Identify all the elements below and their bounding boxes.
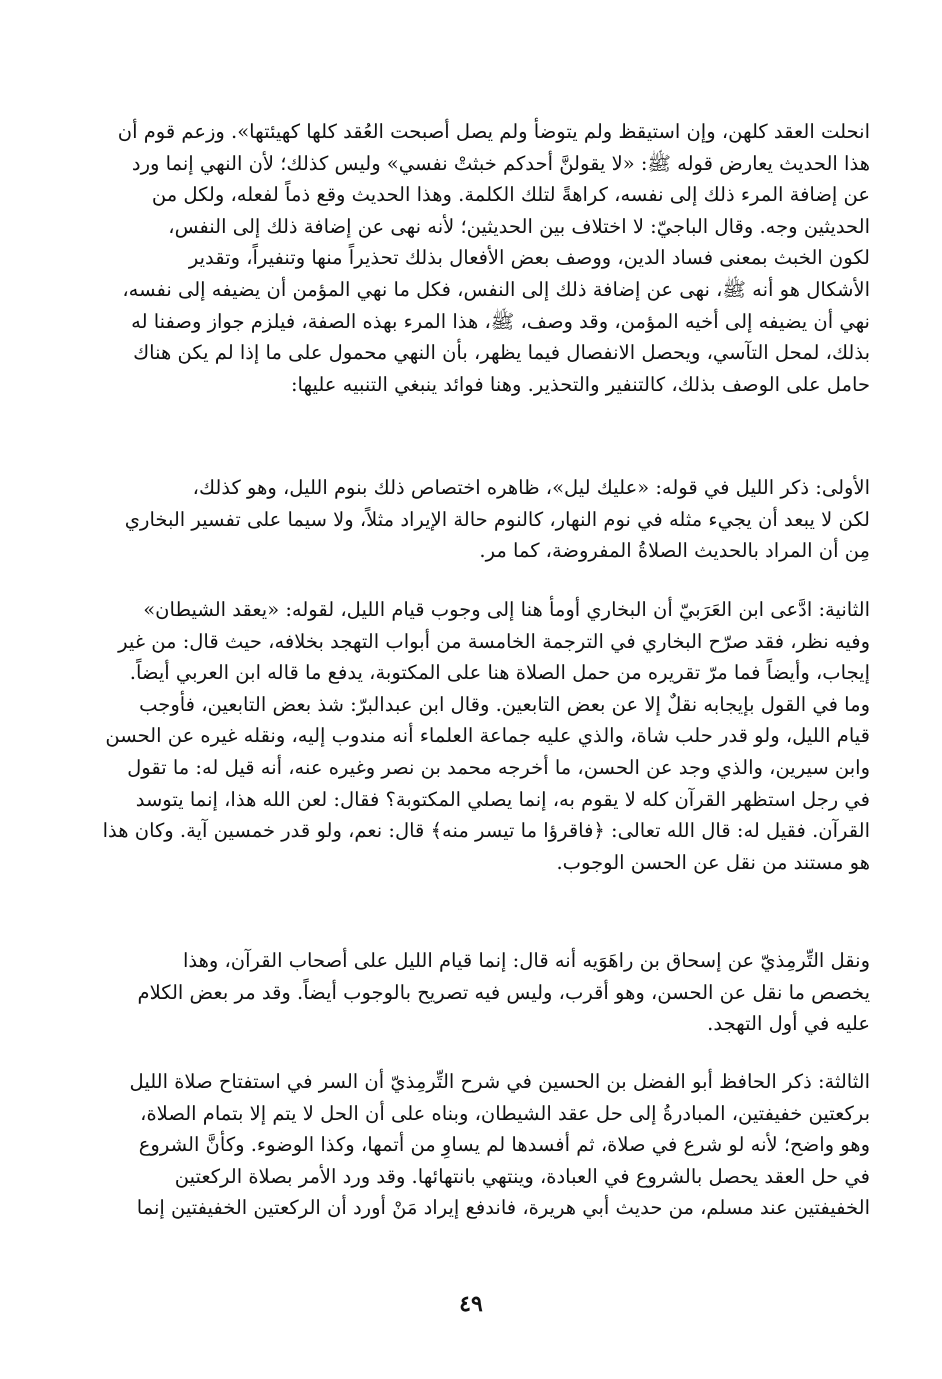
- text-line: في حل العقد يحصل بالشروع في العبادة، وينتهي بانتهائها. وقد ورد الأمر بصلاة الركعتين: [174, 1164, 870, 1188]
- text-line: يخصص ما نقل عن الحسن، وهو أقرب، وليس فيه تصريح بالوجوب أيضاً. وقد مر بعض الكلام: [137, 980, 870, 1004]
- text-line: عليه في أول التهجد.: [707, 1012, 870, 1036]
- paragraph-5: [72, 1066, 870, 1224]
- text-line: إيجاب، وأيضاً فما مرّ تقريره من حمل الصلاة هنا على المكتوبة، يدفع ما قاله ابن العربي أيضاً.: [129, 661, 870, 685]
- paragraph-3: [72, 594, 870, 878]
- text-line: القرآن. فقيل له: قال الله تعالى: ﴿فاقرؤا ما تيسر منه﴾ قال: نعم، ولو قدر خمسين آية. وكان هذا: [102, 819, 870, 843]
- text-line: انحلت العقد كلهن، وإن استيقظ ولم يتوضأ ولم يصل أصبحت العُقد كلها كهيئتها». وزعم قوم أن: [117, 120, 870, 143]
- text-line: هو مستند من نقل عن الحسن الوجوب.: [556, 850, 870, 874]
- text-line: هذا الحديث يعارض قوله ﷺ: «لا يقولنَّ أحدكم خبثتْ نفسي» وليس كذلك؛ لأن النهي إنما ورد: [131, 151, 870, 175]
- paragraph-2: [72, 472, 870, 567]
- text-line: الثانية: ادَّعى ابن العَرَبيّ أن البخاري أومأ هنا إلى وجوب قيام الليل، لقوله: «يعقد الشيطان»: [143, 598, 870, 621]
- text-line: الأولى: ذكر الليل في قوله: «عليك ليل»، ظاهره اختصاص ذلك بنوم الليل، وهو كذلك،: [192, 476, 870, 499]
- page-number: ٤٩: [459, 1291, 483, 1317]
- text-line: وفيه نظر، فقد صرّح البخاري في الترجمة الخامسة من أبواب التهجد بخلافه، حيث قال: من غير: [118, 629, 870, 653]
- text-line: الثالثة: ذكر الحافظ أبو الفضل بن الحسين في شرح التِّرمِذيّ أن السر في استفتاح صلاة الليل: [129, 1070, 870, 1093]
- text-line: بذلك، لمحل التآسي، ويحصل الانفصال فيما يظهر، بأن النهي محمول على ما إذا لم يكن هناك: [133, 341, 870, 365]
- text-line: الأشكال هو أنه ﷺ، نهى عن إضافة ذلك إلى النفس، فكل ما نهي المؤمن أن يضيفه إلى نفسه،: [122, 277, 870, 301]
- text-line: وابن سيرين، والذي وجد عن الحسن، ما أخرجه محمد بن نصر وغيره عنه، أنه قيل له: ما تقول: [127, 755, 870, 779]
- text-line: نهي أن يضيفه إلى أخيه المؤمن، وقد وصف، ﷺ، هذا المرء بهذه الصفة، فيلزم جواز وصفنا له: [131, 309, 870, 333]
- text-line: مِن أن المراد بالحديث الصلاةُ المفروضة، كما مر.: [479, 539, 870, 563]
- paragraph-4: [72, 945, 870, 1040]
- text-line: الخفيفتين عند مسلم، من حديث أبي هريرة، فاندفع إيراد مَنْ أورد أن الركعتين الخفيفتين إنما: [136, 1196, 870, 1220]
- text-line: عن إضافة المرء ذلك إلى نفسه، كراهةً لتلك الكلمة. وهذا الحديث وقع ذماً لفعله، ولكل من: [151, 183, 870, 207]
- text-line: في رجل استظهر القرآن كله لا يقوم به، إنما يصلي المكتوبة؟ فقال: لعن الله هذا، إنما يتوسد: [135, 787, 870, 811]
- text-line: بركعتين خفيفتين، المبادرةُ إلى حل عقد الشيطان، وبناه على أن الحل لا يتم إلا بتمام الصلاة،: [140, 1101, 870, 1125]
- paragraph-1: [72, 116, 870, 400]
- text-line: وهو واضح؛ لأنه لو شرع في صلاة، ثم أفسدها لم يساوِ من أتمها، وكذا الوضوء. وكأنَّ الشروع: [138, 1133, 870, 1157]
- text-line: الحديثين وجه. وقال الباجيّ: لا اختلاف بين الحديثين؛ لأنه نهى عن إضافة ذلك إلى النفس،: [168, 214, 870, 238]
- text-line: حامل على الوصف بذلك، كالتنفير والتحذير. وهنا فوائد ينبغي التنبيه عليها:: [290, 372, 870, 396]
- text-line: وما في القول بإيجابه نقلٌ إلا عن بعض التابعين. وقال ابن عبدالبرّ: شذ بعض التابعين، فأوجب: [139, 692, 870, 716]
- text-line: لكون الخبث بمعنى فساد الدين، ووصف بعض الأفعال بذلك تحذيراً منها وتنفيراً، وتقدير: [188, 246, 870, 270]
- text-line: ونقل التِّرمِذيّ عن إسحاق بن راهَوَيه أنه قال: إنما قيام الليل على أصحاب القرآن، وهذا: [182, 949, 870, 972]
- text-line: قيام الليل، ولو قدر حلب شاة، والذي عليه جماعة العلماء أنه مندوب إليه، ونقله غيره عن الحسن: [105, 724, 870, 748]
- text-line: لكن لا يبعد أن يجيء مثله في نوم النهار، كالنوم حالة الإيراد مثلاً، ولا سيما على تفسير البخاري: [124, 507, 870, 531]
